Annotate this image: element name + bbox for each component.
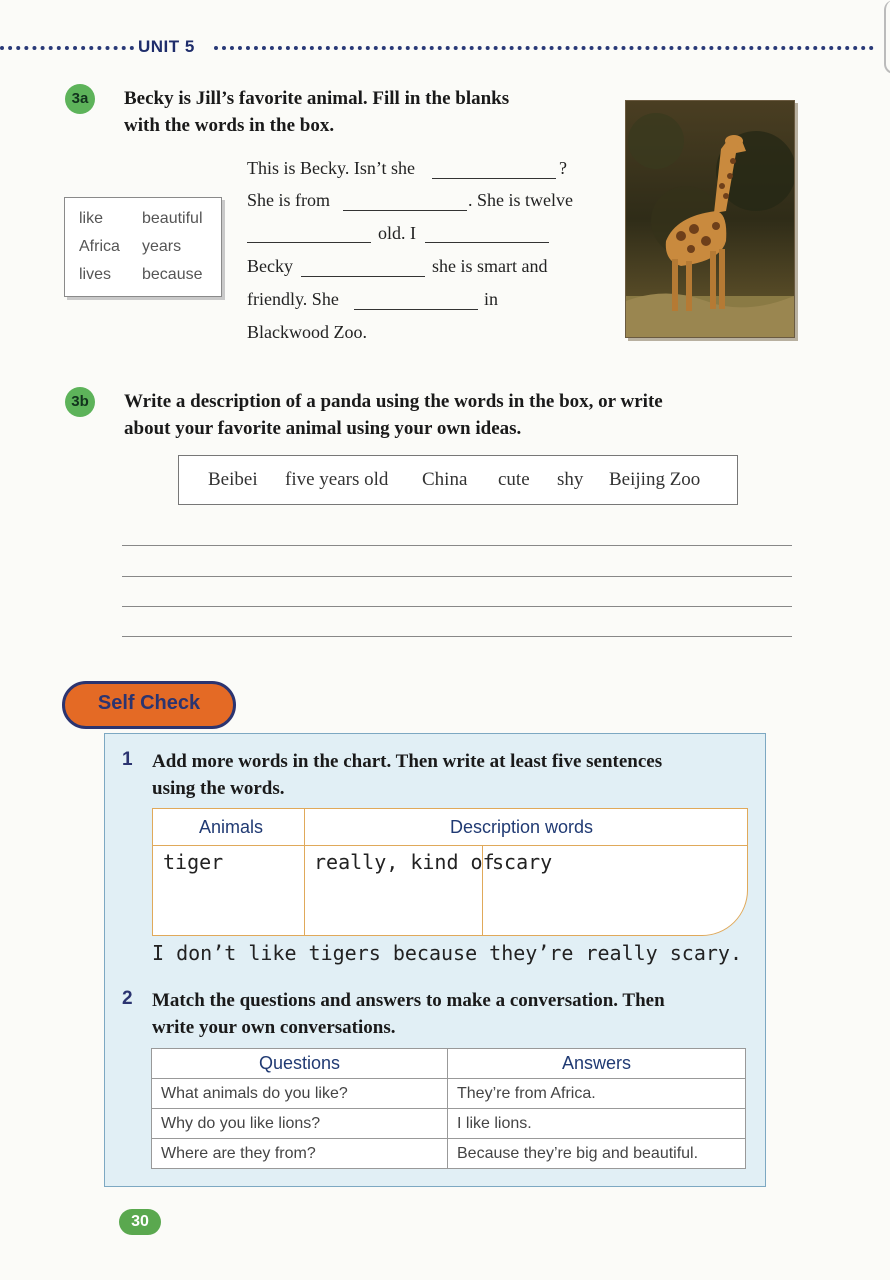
blank-6[interactable] [354, 309, 478, 310]
header-dots-left [0, 46, 134, 50]
page-edge [884, 0, 890, 74]
blank-1[interactable] [432, 178, 556, 179]
exercise-3a-badge: 3a [65, 84, 95, 114]
exercise-3b-badge: 3b [65, 387, 95, 417]
instruction-line: Add more words in the chart. Then write at least five sentences [152, 751, 663, 772]
chart-divider [153, 845, 747, 846]
chart-cell-animal: tiger [163, 850, 224, 874]
box-word: Beijing Zoo [609, 469, 701, 490]
box-word: because [142, 266, 203, 283]
question-cell: What animals do you like? [152, 1079, 448, 1109]
example-sentence: I don’t like tigers because they’re really scary. [152, 941, 743, 965]
instruction-line: using the words. [152, 778, 285, 799]
blank-5[interactable] [301, 276, 425, 277]
exercise-3b-instruction [124, 388, 663, 442]
word-box-3b [178, 455, 738, 505]
self-check-title: Self Check [97, 692, 201, 714]
box-word: years [142, 238, 182, 255]
passage-text: ? [559, 158, 567, 178]
unit-label: UNIT 5 [138, 37, 195, 56]
chart-cell-adverb: really, kind of [314, 850, 495, 874]
instruction-line: Match the questions and answers to make a conversation. Then [152, 990, 665, 1011]
passage-text: Blackwood Zoo. [247, 322, 367, 342]
blank-3[interactable] [247, 242, 371, 243]
qa-table [151, 1048, 746, 1169]
page-number: 30 [119, 1209, 161, 1235]
question-cell: Where are they from? [152, 1139, 448, 1169]
question-1-number: 1 [122, 749, 133, 770]
passage-text: in [484, 289, 499, 309]
passage-text: . She is twelve [468, 190, 573, 210]
question-2-number: 2 [122, 988, 133, 1009]
box-word: five years old [285, 469, 389, 490]
column-header-answers: Answers [448, 1049, 746, 1079]
passage-text: Becky [247, 256, 293, 276]
chart-header-animals: Animals [199, 817, 264, 837]
box-word: China [422, 469, 468, 490]
box-word: Beibei [208, 469, 258, 490]
instruction-line: Becky is Jill’s favorite animal. Fill in the blanks [124, 88, 510, 109]
passage-text: she is smart and [432, 256, 548, 276]
header-dots-right [214, 46, 874, 50]
writing-line[interactable] [122, 606, 792, 607]
box-word: Africa [79, 238, 120, 255]
instruction-line: Write a description of a panda using the words in the box, or write [124, 391, 663, 412]
question-2-instruction [152, 987, 665, 1041]
box-word: shy [557, 469, 584, 490]
column-header-questions: Questions [152, 1049, 448, 1079]
blank-4[interactable] [425, 242, 549, 243]
passage-text: friendly. She [247, 289, 339, 309]
writing-line[interactable] [122, 545, 792, 546]
instruction-line: with the words in the box. [124, 115, 335, 136]
box-word: cute [498, 469, 530, 490]
passage-text: This is Becky. Isn’t she [247, 158, 415, 178]
answer-cell: I like lions. [448, 1109, 746, 1139]
description-chart [152, 808, 748, 936]
word-box-3a [64, 197, 222, 297]
writing-line[interactable] [122, 576, 792, 577]
question-1-instruction [152, 748, 662, 802]
instruction-line: about your favorite animal using your own ideas. [124, 418, 522, 439]
box-word: like [79, 210, 104, 227]
question-cell: Why do you like lions? [152, 1109, 448, 1139]
passage-text: old. I [378, 223, 416, 243]
blank-2[interactable] [343, 210, 467, 211]
box-word: lives [79, 266, 112, 283]
instruction-line: write your own conversations. [152, 1017, 396, 1038]
answer-cell: Because they’re big and beautiful. [448, 1139, 746, 1169]
chart-cell-adjective: scary [492, 850, 553, 874]
writing-line[interactable] [122, 636, 792, 637]
box-word: beautiful [142, 210, 203, 227]
chart-header-description: Description words [450, 817, 594, 837]
table-row [152, 1079, 746, 1109]
chart-divider [304, 809, 305, 935]
table-row [152, 1109, 746, 1139]
table-row [152, 1139, 746, 1169]
giraffe-photo [625, 100, 795, 338]
exercise-3a-instruction [124, 85, 509, 139]
answer-cell: They’re from Africa. [448, 1079, 746, 1109]
table-header-row [152, 1049, 746, 1079]
passage-text: She is from [247, 190, 330, 210]
